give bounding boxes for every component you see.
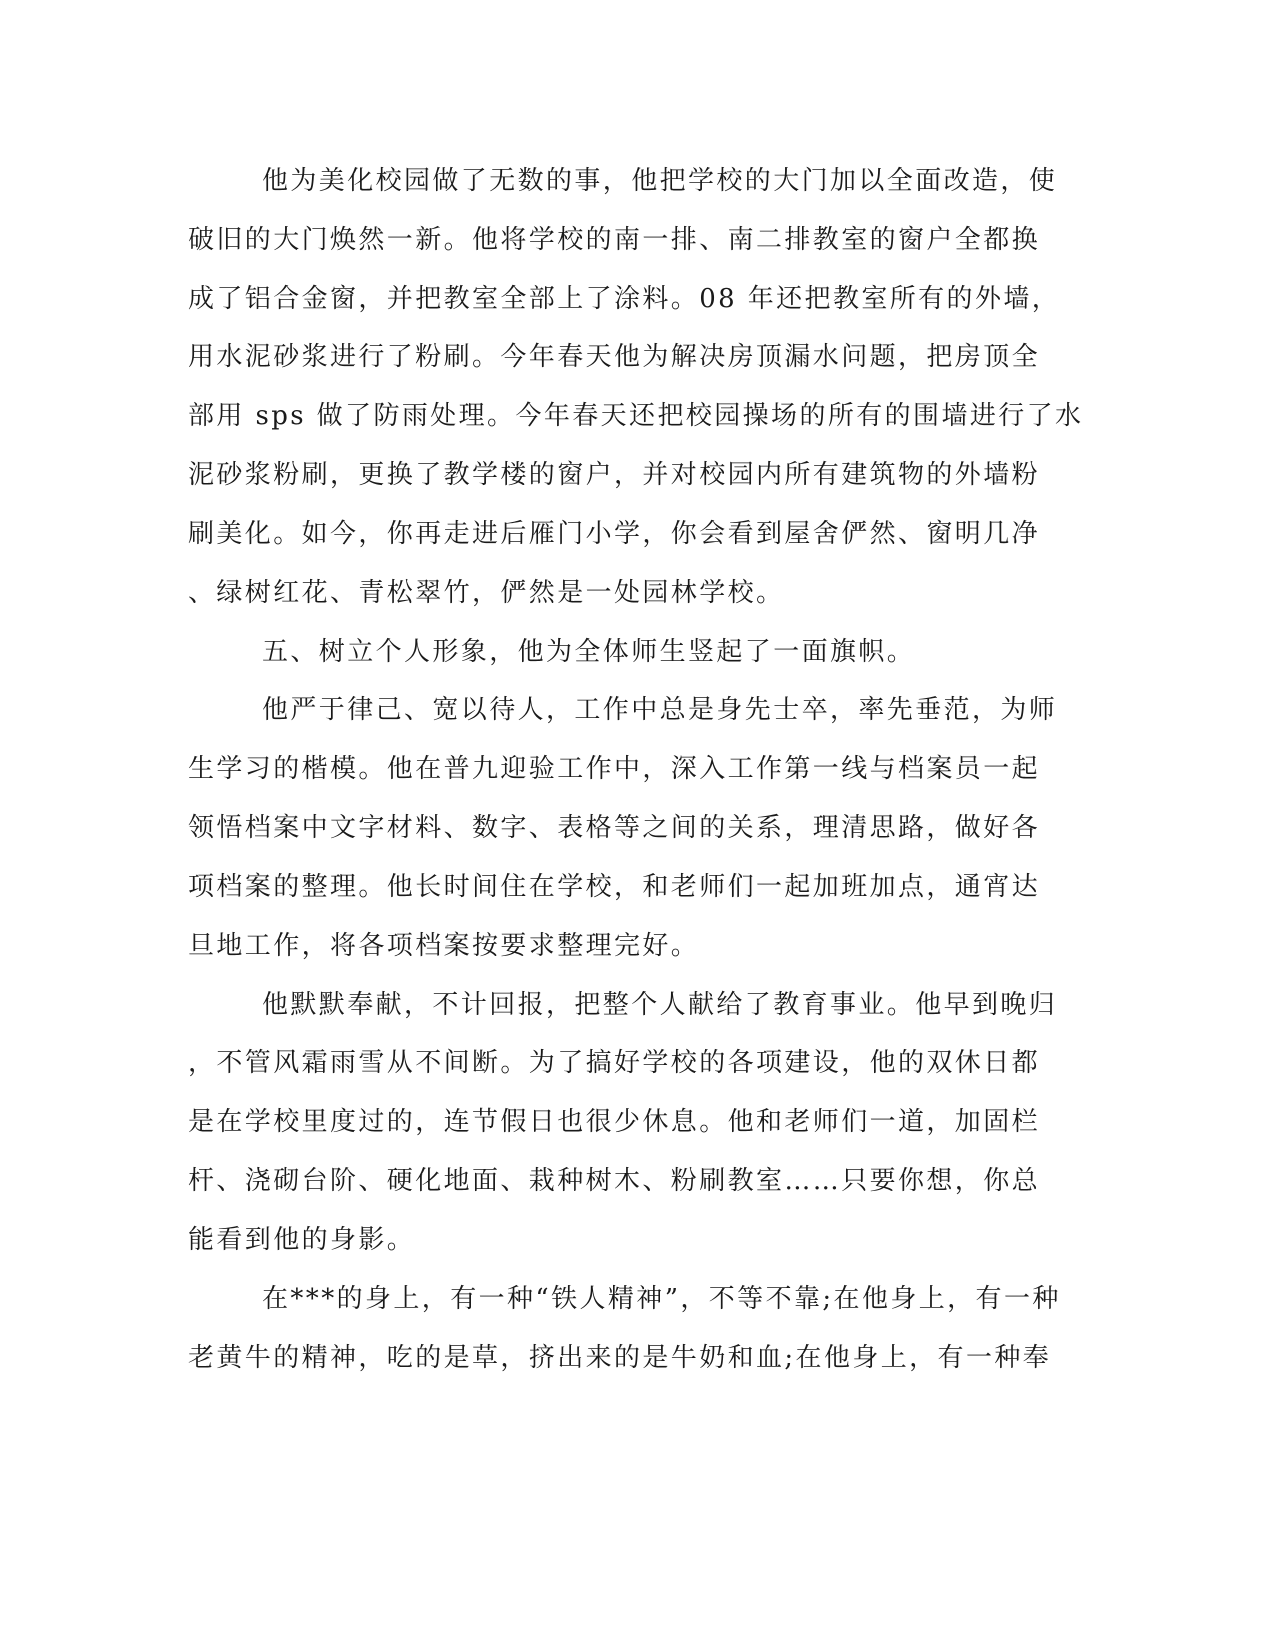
section-heading: 五、树立个人形象，他为全体师生竖起了一面旗帜。: [262, 637, 916, 667]
paragraph-line: ，不管风霜雨雪从不间断。为了搞好学校的各项建设，他的双休日都: [188, 1048, 1041, 1078]
paragraph-line: 领悟档案中文字材料、数字、表格等之间的关系，理清思路，做好各: [188, 813, 1041, 843]
paragraph-line: 、绿树红花、青松翠竹，俨然是一处园林学校。: [188, 578, 785, 608]
paragraph-line: 破旧的大门焕然一新。他将学校的南一排、南二排教室的窗户全都换: [188, 225, 1041, 255]
paragraph-line: 生学习的楷模。他在普九迎验工作中，深入工作第一线与档案员一起: [188, 754, 1041, 784]
paragraph-line: 用水泥砂浆进行了粉刷。今年春天他为解决房顶漏水问题，把房顶全: [188, 342, 1041, 372]
paragraph-line: 泥砂浆粉刷，更换了教学楼的窗户，并对校园内所有建筑物的外墙粉: [188, 460, 1041, 490]
paragraph-line: 他默默奉献，不计回报，把整个人献给了教育事业。他早到晚归: [262, 990, 1058, 1020]
paragraph-line: 他严于律己、宽以待人，工作中总是身先士卒，率先垂范，为师: [262, 695, 1058, 725]
paragraph-line: 能看到他的身影。: [188, 1225, 416, 1255]
paragraph-line: 他为美化校园做了无数的事，他把学校的大门加以全面改造，使: [262, 166, 1058, 196]
paragraph-line: 老黄牛的精神，吃的是草，挤出来的是牛奶和血;在他身上，有一种奉: [188, 1343, 1052, 1373]
paragraph-line: 刷美化。如今，你再走进后雁门小学，你会看到屋舍俨然、窗明几净: [188, 519, 1041, 549]
paragraph-line: 项档案的整理。他长时间住在学校，和老师们一起加班加点，通宵达: [188, 872, 1041, 902]
paragraph-line: 部用 sps 做了防雨处理。今年春天还把校园操场的所有的围墙进行了水: [188, 401, 1084, 431]
paragraph-line: 杆、浇砌台阶、硬化地面、栽种树木、粉刷教室……只要你想，你总: [188, 1166, 1041, 1196]
paragraph-line: 在***的身上，有一种“铁人精神”，不等不靠;在他身上，有一种: [262, 1284, 1061, 1314]
paragraph-line: 成了铝合金窗，并把教室全部上了涂料。08 年还把教室所有的外墙，: [188, 284, 1061, 314]
paragraph-line: 旦地工作，将各项档案按要求整理完好。: [188, 931, 700, 961]
paragraph-line: 是在学校里度过的，连节假日也很少休息。他和老师们一道，加固栏: [188, 1107, 1041, 1137]
